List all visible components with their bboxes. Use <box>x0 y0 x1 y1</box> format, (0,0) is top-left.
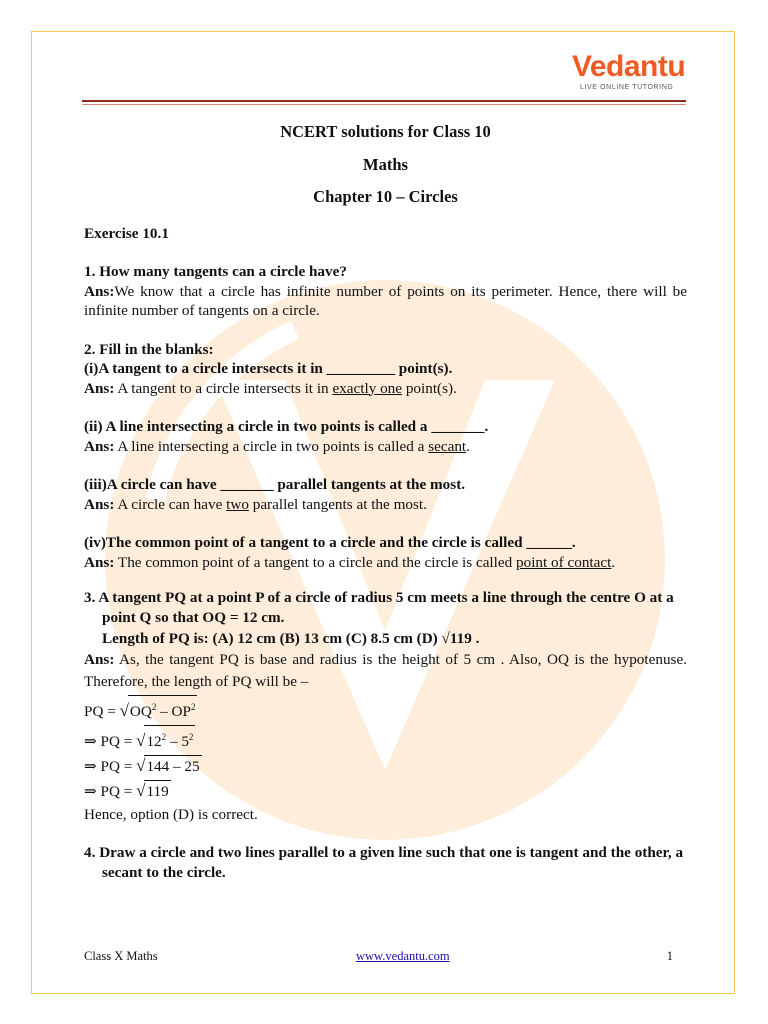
math-lhs: PQ = <box>84 702 120 720</box>
math-lhs: ⇒ PQ = <box>84 757 137 775</box>
answer-3 <box>84 649 687 693</box>
question-4: 4. Draw a circle and two lines parallel to a given line such that one is tangent and the other, a secant to the circle. <box>84 844 684 881</box>
answer-2iv <box>84 553 687 573</box>
radicand <box>144 725 195 753</box>
answer-text: A line intersecting a circle in two points is called a <box>114 437 429 455</box>
term: – OP <box>156 702 191 720</box>
logo-tagline: LIVE ONLINE TUTORING <box>580 84 674 91</box>
answer-text: A circle can have <box>114 495 227 513</box>
answer-text: . <box>466 437 470 455</box>
exercise-heading: Exercise 10.1 <box>84 224 169 242</box>
footer-class-label: Class X Maths <box>84 949 158 963</box>
answer-2iii <box>84 495 687 515</box>
question-2iv: (iv)The common point of a tangent to a circle and the circle is called ______. <box>84 534 576 551</box>
exponent: 2 <box>188 731 194 742</box>
answer-3-text: As, the tangent PQ is base and radius is the height of 5 cm . Also, OQ is the hypotenuse. Therefore, the length of PQ will be – <box>84 650 687 690</box>
ans-label: Ans: <box>84 379 115 397</box>
ans-label: Ans: <box>84 553 115 571</box>
question-3: 3. A tangent PQ at a point P of a circle of radius 5 cm meets a line through the centre O at a point Q so that OQ = 12 cm. <box>84 589 674 626</box>
answer-1-text: We know that a circle has infinite number of points on its perimeter. Hence, there will be infinite number of tangents on a circle. <box>84 282 687 319</box>
subject-heading: Maths <box>363 154 408 174</box>
exponent: 2 <box>190 701 196 712</box>
question-3-options: Length of PQ is: (A) 12 cm (B) 13 cm (C) 8.5 cm (D) √119 . <box>102 630 480 647</box>
logo-wordmark: Vedantu <box>572 50 686 83</box>
math-step-3: ⇒ PQ = √144 – 25 <box>84 755 687 778</box>
math-lhs: ⇒ PQ = <box>84 782 137 800</box>
answer-text: parallel tangents at the most. <box>248 495 427 513</box>
header-rule <box>82 100 686 102</box>
document-body <box>84 122 687 882</box>
answer-underlined: two <box>226 495 249 513</box>
ans-label: Ans: <box>84 650 115 668</box>
math-step-4: ⇒ PQ = √119 <box>84 780 687 803</box>
exponent: 2 <box>151 701 157 712</box>
question-2iii: (iii)A circle can have _______ parallel tangents at the most. <box>84 476 466 493</box>
exponent: 2 <box>161 731 167 742</box>
radicand <box>128 695 198 723</box>
answer-2ii <box>84 437 687 457</box>
math-step-1: PQ = $√OQ^2 - OP^2$ <box>84 695 687 723</box>
answer-underlined: secant <box>428 437 467 455</box>
ans-label: Ans: <box>84 437 115 455</box>
term: OQ <box>129 702 152 720</box>
math-step-2: ⇒ PQ = $√12^2 - 5^2$ <box>84 725 687 753</box>
ans-label: Ans: <box>84 282 115 300</box>
answer-2i <box>84 379 687 399</box>
footer-website-link[interactable]: www.vedantu.com <box>356 949 450 963</box>
term: 12 <box>146 732 162 750</box>
chapter-heading: Chapter 10 – Circles <box>313 187 458 206</box>
answer-text: point(s). <box>402 379 457 397</box>
ans-label: Ans: <box>84 495 115 513</box>
document-title: NCERT solutions for Class 10 <box>280 122 491 141</box>
page-number: 1 <box>666 949 673 963</box>
answer-underlined: point of contact <box>516 553 612 571</box>
math-lhs: ⇒ PQ = <box>84 732 137 750</box>
answer-text: The common point of a tangent to a circle and the circle is called <box>114 553 517 571</box>
question-1: 1. How many tangents can a circle have? <box>84 263 347 280</box>
answer-text: A tangent to a circle intersects it in <box>114 379 333 397</box>
radicand: 144 – 25 <box>144 755 201 778</box>
answer-1 <box>84 282 687 321</box>
answer-text: . <box>611 553 616 571</box>
vedantu-logo <box>572 52 690 91</box>
question-2ii: (ii) A line intersecting a circle in two points is called a _______. <box>84 418 489 435</box>
answer-3-conclusion: Hence, option (D) is correct. <box>84 805 258 823</box>
term: – 5 <box>166 732 189 750</box>
answer-underlined: exactly one <box>332 379 403 397</box>
header-rule-thin <box>82 104 686 105</box>
question-2-heading: 2. Fill in the blanks: <box>84 340 214 358</box>
question-2i: (i)A tangent to a circle intersects it in _________ point(s). <box>84 360 453 377</box>
radicand: 119 <box>144 780 170 803</box>
